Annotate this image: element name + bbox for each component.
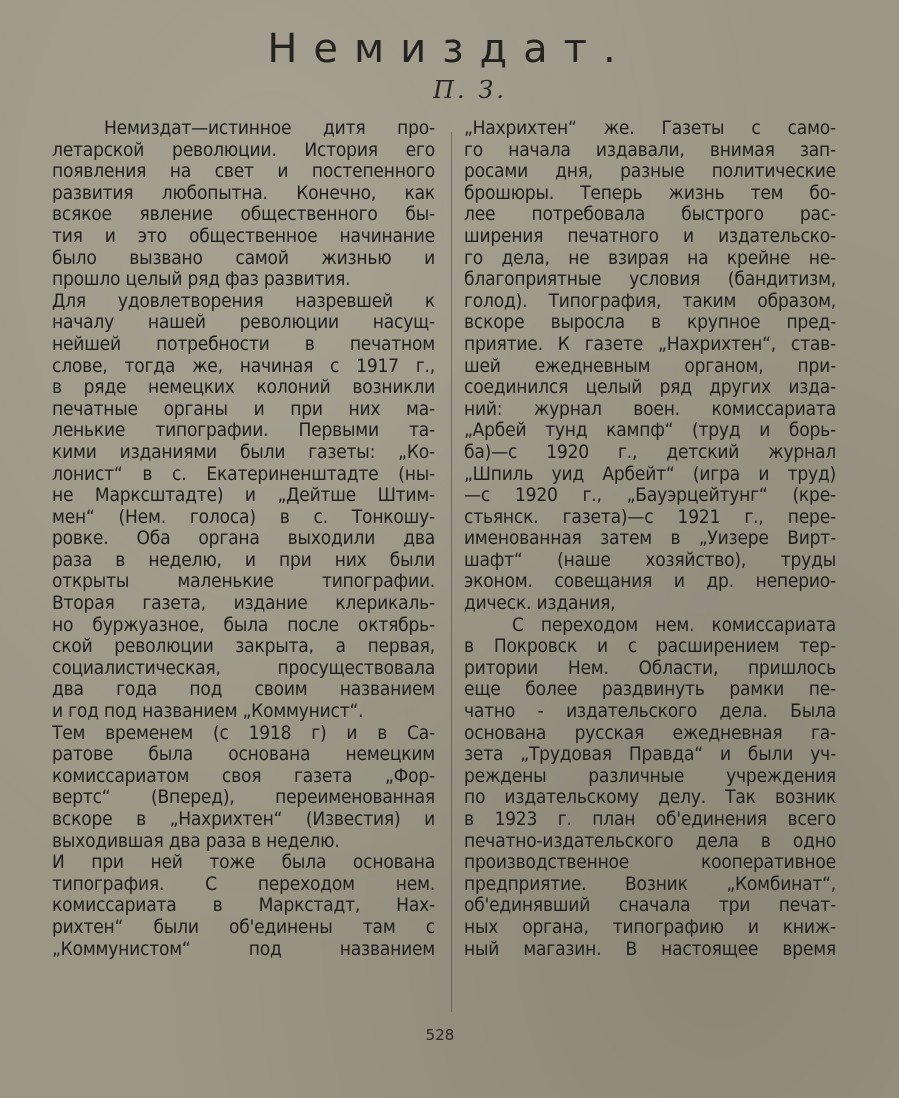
text-line: развития любопытна. Конечно, как bbox=[52, 181, 435, 204]
text-line: прошло целый ряд фаз развития. bbox=[52, 268, 351, 291]
text-line: Тем временем (с 1918 г) и в Са- bbox=[52, 721, 435, 744]
text-line: чатно - издательского дела. Была bbox=[464, 700, 836, 723]
article-title: Немиздат. bbox=[267, 26, 632, 72]
text-line: комиссариатом своя газета „Фор- bbox=[52, 764, 435, 787]
text-line: слове, тогда же, начиная с 1917 г., bbox=[52, 354, 435, 377]
text-line: шей ежедневным органом, при- bbox=[464, 354, 836, 377]
text-line: голод). Типография, таким образом, bbox=[464, 289, 836, 312]
text-line: два года под своим названием bbox=[52, 678, 435, 701]
text-line: приятие. К газете „Нахрихтен“, став- bbox=[464, 332, 836, 355]
text-line: ритории Нем. Области, пришлось bbox=[464, 656, 836, 679]
text-line: ровке. Оба органа выходили два bbox=[52, 527, 435, 550]
text-line: зета „Трудовая Правда“ и были уч- bbox=[464, 743, 836, 766]
text-line: С переходом нем. комиссариата bbox=[512, 613, 836, 636]
text-line: вскоре выросла в крупное пред- bbox=[464, 311, 836, 334]
text-line: выходившая два раза в неделю. bbox=[52, 829, 340, 852]
text-line: ный магазин. В настоящее время bbox=[464, 937, 836, 960]
text-line: вертс“ (Вперед), переименованная bbox=[52, 786, 435, 809]
text-line: открыты маленькие типографии. bbox=[52, 570, 435, 593]
text-line: ратове была основана немецким bbox=[52, 743, 435, 766]
text-line: эконом. совещания и др. неперио- bbox=[464, 570, 836, 593]
text-line: „Шпиль уид Арбейт“ (игра и труд) bbox=[464, 462, 836, 485]
text-line: всякое явление общественного бы- bbox=[52, 203, 435, 226]
text-line: мен“ (Нем. голоса) в с. Тонкошу- bbox=[52, 505, 435, 528]
right-text-column bbox=[464, 118, 836, 960]
text-line: печатно-издательского дела в одно bbox=[464, 829, 836, 852]
text-line: ширения печатного и издательско- bbox=[464, 224, 836, 247]
text-line: И при ней тоже была основана bbox=[52, 851, 435, 874]
text-line: ных органа, типографию и книж- bbox=[464, 915, 836, 938]
text-line: —с 1920 г., „Бауэрцейтунг“ (кре- bbox=[464, 484, 836, 507]
text-line: не Марксштадте) и „Дейтше Штим- bbox=[52, 484, 435, 507]
text-line: ской революции закрыта, а первая, bbox=[52, 635, 435, 658]
text-line: соединился целый ряд других изда- bbox=[464, 376, 836, 399]
text-line: именованная затем в „Уизере Вирт- bbox=[464, 527, 836, 550]
text-line: кими изданиями были газеты: „Ко- bbox=[52, 440, 435, 463]
text-line: об'единявший сначала три печат- bbox=[464, 894, 836, 917]
text-line: „Арбей тунд кампф“ (труд и борь- bbox=[464, 419, 836, 442]
text-line: дическ. издания, bbox=[464, 592, 616, 615]
text-line: раза в неделю, и при них были bbox=[52, 548, 435, 571]
text-line: стьянск. газета)—с 1921 г., пере- bbox=[464, 505, 836, 528]
text-line: лее потребовала быстрого рас- bbox=[464, 203, 836, 226]
text-line: реждены различные учреждения bbox=[464, 764, 836, 787]
text-line: еще более раздвинуть рамки пе- bbox=[464, 678, 836, 701]
text-line: росами дня, разные политические bbox=[464, 160, 836, 183]
article-author: П. З. bbox=[433, 76, 507, 104]
text-line: социалистическая, просуществовала bbox=[52, 656, 435, 679]
text-line: комиссариата в Маркстадт, Нах- bbox=[52, 894, 435, 917]
text-line: в Покровск и с расширением тер- bbox=[464, 635, 836, 658]
text-line: ба)—с 1920 г., детский журнал bbox=[464, 440, 836, 463]
text-line: Для удовлетворения назревшей к bbox=[52, 289, 435, 312]
text-line: ленькие типографии. Первыми та- bbox=[52, 419, 435, 442]
text-line: производственное кооперативное bbox=[464, 851, 836, 874]
text-line: предприятие. Возник „Комбинат“, bbox=[464, 872, 836, 895]
text-line: вскоре в „Нахрихтен“ (Известия) и bbox=[52, 808, 435, 830]
page-number: 528 bbox=[425, 1026, 455, 1044]
text-line: шафт“ (наше хозяйство), труды bbox=[464, 548, 836, 571]
text-line: появления на свет и постепенного bbox=[52, 160, 435, 183]
text-line: печатные органы и при них ма- bbox=[52, 397, 435, 420]
text-line: тия и это общественное начинание bbox=[52, 224, 435, 247]
text-line: Немиздат—истинное дитя про- bbox=[104, 117, 435, 139]
text-line: лонист“ в с. Екатериненштадте (ны- bbox=[52, 462, 435, 485]
text-line: по издательскому делу. Так возник bbox=[464, 786, 836, 809]
text-line: рихтен“ были об'единены там с bbox=[52, 915, 435, 938]
text-line: нейшей потребности в печатном bbox=[52, 332, 435, 355]
text-line: основана русская ежедневная га- bbox=[464, 721, 836, 744]
text-line: го начала издавали, внимая зап- bbox=[464, 138, 836, 161]
text-line: было вызвано самой жизнью и bbox=[52, 246, 435, 269]
column-divider bbox=[451, 132, 452, 1012]
text-line: в ряде немецких колоний возникли bbox=[52, 376, 435, 399]
text-line: летарской революции. История его bbox=[52, 138, 435, 161]
text-line: „Нахрихтен“ же. Газеты с само- bbox=[464, 117, 836, 139]
text-line: ний: журнал воен. комиссариата bbox=[464, 397, 836, 420]
text-line: благоприятные условия (бандитизм, bbox=[464, 268, 836, 291]
text-line: „Коммунистом“ под названием bbox=[52, 937, 435, 960]
text-line: в 1923 г. план об'единения всего bbox=[464, 808, 836, 830]
text-line: но буржуазное, была после октябрь- bbox=[52, 613, 435, 636]
text-line: и год под названием „Коммунист“. bbox=[52, 700, 364, 723]
left-text-column bbox=[52, 118, 435, 960]
text-line: типография. С переходом нем. bbox=[52, 872, 435, 895]
text-line: началу нашей революции насущ- bbox=[52, 311, 435, 334]
text-line: го дела, не взирая на крейне не- bbox=[464, 246, 836, 269]
text-line: брошюры. Теперь жизнь тем бо- bbox=[464, 181, 836, 204]
text-line: Вторая газета, издание клерикаль- bbox=[52, 592, 435, 615]
